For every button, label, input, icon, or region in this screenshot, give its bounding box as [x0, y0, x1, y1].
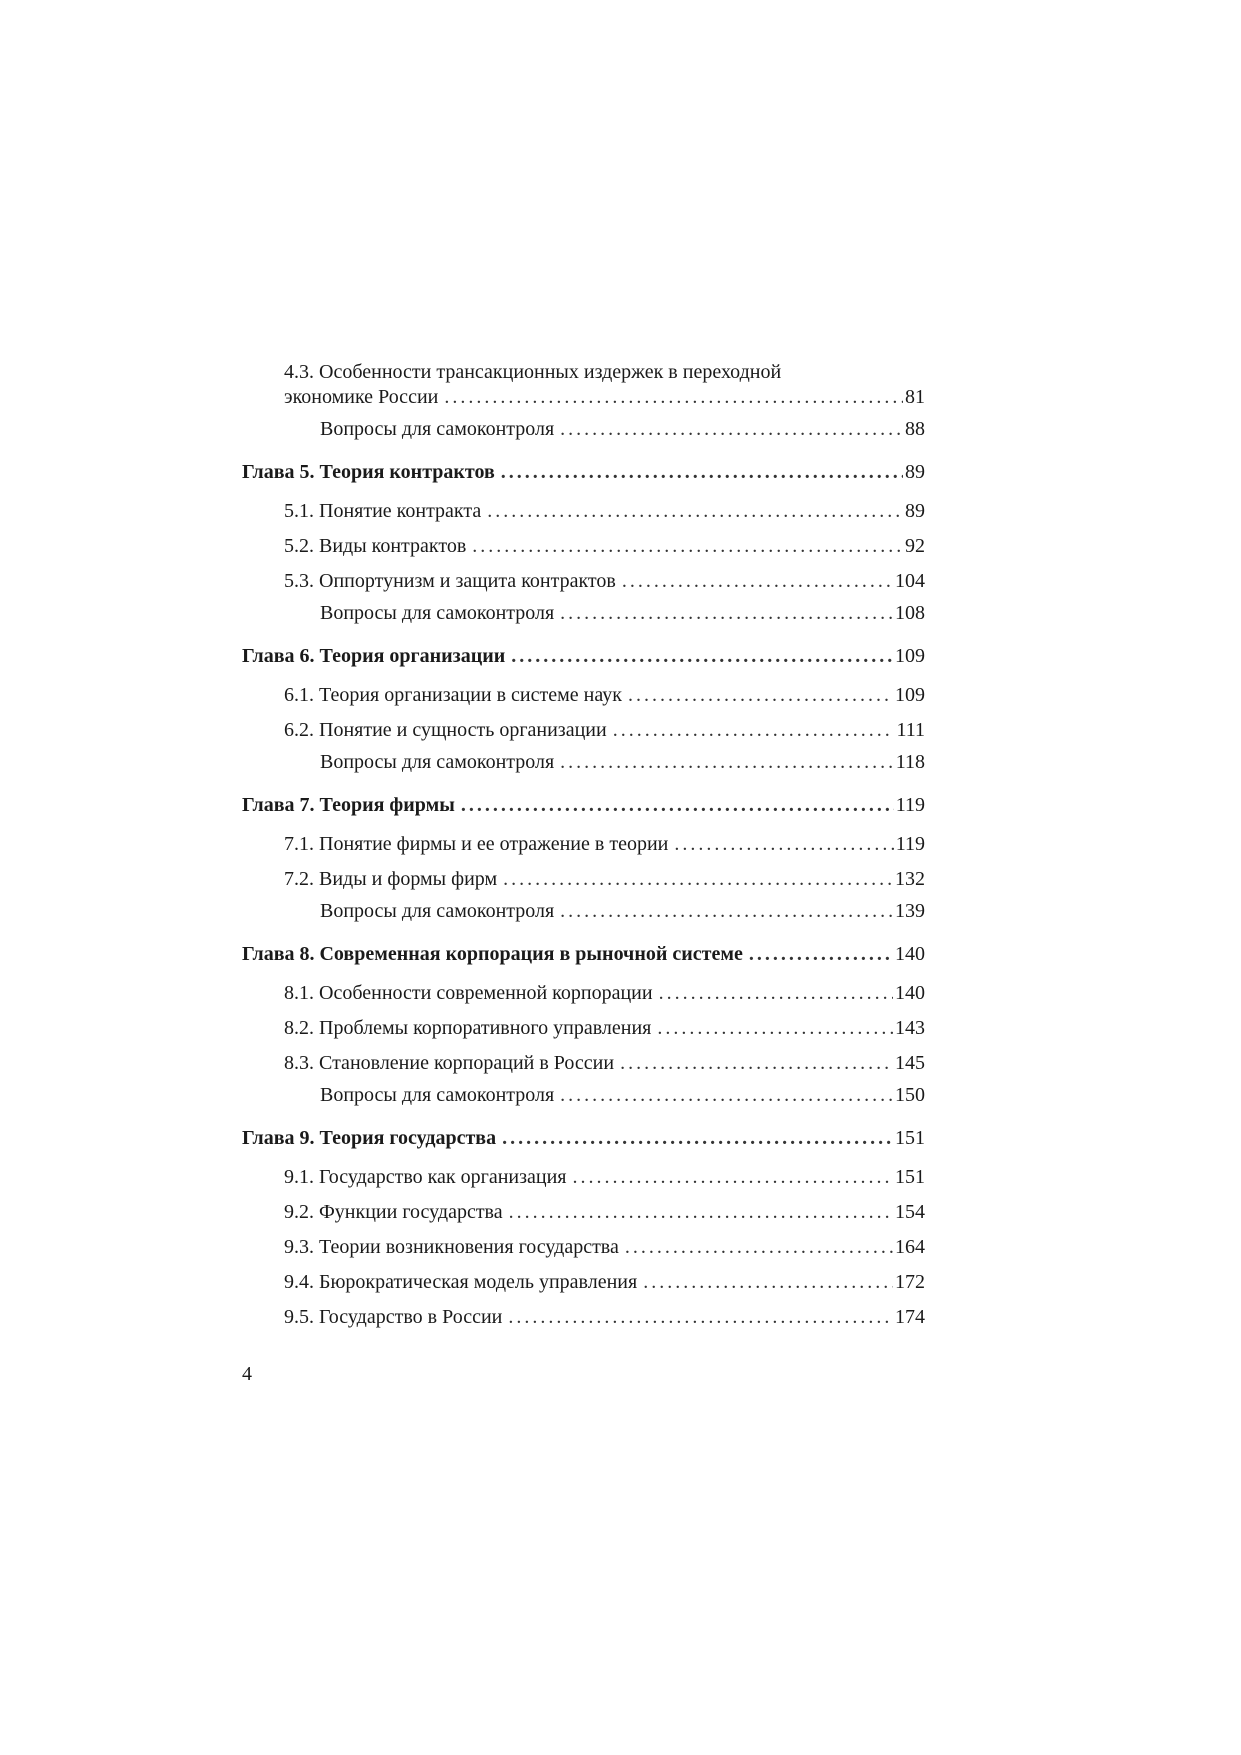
toc-chapter-title: Глава 8. Современная корпорация в рыночной системе — [242, 943, 743, 965]
toc-page-number: 89 — [905, 461, 925, 483]
toc-section-4-3-line1 — [242, 360, 925, 385]
leader-dots — [620, 1051, 893, 1076]
toc-questions-title: Вопросы для самоконтроля — [320, 418, 555, 440]
toc-page-number: 164 — [895, 1236, 925, 1258]
toc-page-number: 151 — [895, 1166, 925, 1188]
leader-dots — [749, 942, 893, 967]
toc-chapter-7[interactable] — [242, 793, 925, 818]
toc-questions-ch4[interactable] — [242, 417, 925, 442]
toc-section-8-3[interactable] — [242, 1051, 925, 1076]
leader-dots — [625, 1235, 893, 1260]
toc-section-title: 5.3. Оппортунизм и защита контрактов — [284, 570, 616, 592]
leader-dots — [573, 1165, 893, 1190]
toc-section-title: 8.2. Проблемы корпоративного управления — [284, 1017, 652, 1039]
toc-section-7-2[interactable] — [242, 867, 925, 892]
leader-dots — [560, 750, 894, 775]
toc-section-title: 5.1. Понятие контракта — [284, 500, 482, 522]
leader-dots — [503, 867, 893, 892]
toc-page-number: 174 — [895, 1306, 925, 1328]
page-number: 4 — [242, 1363, 252, 1385]
toc-section-9-2[interactable] — [242, 1200, 925, 1225]
toc-chapter-8[interactable] — [242, 942, 925, 967]
toc-section-4-3[interactable] — [242, 385, 925, 410]
toc-section-title: 9.3. Теории возникновения государства — [284, 1236, 619, 1258]
toc-page-number: 132 — [895, 868, 925, 890]
leader-dots — [674, 832, 893, 857]
toc-page-number: 150 — [895, 1084, 925, 1106]
leader-dots — [509, 1200, 893, 1225]
toc-section-title: 9.5. Государство в России — [284, 1306, 503, 1328]
toc-section-title: 5.2. Виды контрактов — [284, 535, 467, 557]
toc-chapter-title: Глава 5. Теория контрактов — [242, 461, 495, 483]
toc-section-title: 9.2. Функции государства — [284, 1201, 503, 1223]
toc-page-number: 108 — [895, 602, 925, 624]
leader-dots — [502, 1126, 893, 1151]
toc-page-number: 140 — [895, 982, 925, 1004]
toc-questions-title: Вопросы для самоконтроля — [320, 751, 555, 773]
leader-dots — [657, 1016, 893, 1041]
toc-section-9-1[interactable] — [242, 1165, 925, 1190]
toc-section-title: 7.1. Понятие фирмы и ее отражение в теории — [284, 833, 669, 855]
toc-page-number: 151 — [895, 1127, 925, 1149]
toc-section-9-3[interactable] — [242, 1235, 925, 1260]
toc-questions-ch7[interactable] — [242, 899, 925, 924]
leader-dots — [643, 1270, 893, 1295]
toc-section-7-1[interactable] — [242, 832, 925, 857]
toc-section-8-2[interactable] — [242, 1016, 925, 1041]
leader-dots — [560, 899, 893, 924]
toc-section-title: 9.1. Государство как организация — [284, 1166, 567, 1188]
toc-page-number: 109 — [895, 684, 925, 706]
toc-page-number: 119 — [895, 833, 925, 855]
toc-section-title: 7.2. Виды и формы фирм — [284, 868, 498, 890]
toc-chapter-title: Глава 7. Теория фирмы — [242, 794, 455, 816]
toc-page-number: 81 — [905, 386, 925, 408]
toc-section-title: 4.3. Особенности трансакционных издержек в переходной — [284, 361, 782, 383]
toc-page-number: 154 — [895, 1201, 925, 1223]
toc-section-title: 8.1. Особенности современной корпорации — [284, 982, 653, 1004]
leader-dots — [622, 569, 893, 594]
leader-dots — [613, 718, 895, 743]
toc-page-number: 143 — [895, 1017, 925, 1039]
toc-section-9-5[interactable] — [242, 1305, 925, 1330]
toc-page-number: 118 — [895, 751, 925, 773]
toc-chapter-6[interactable] — [242, 644, 925, 669]
toc-page-number: 109 — [895, 645, 925, 667]
toc-page-number: 111 — [896, 719, 925, 741]
leader-dots — [487, 499, 903, 524]
toc-page-number: 88 — [905, 418, 925, 440]
toc-chapter-9[interactable] — [242, 1126, 925, 1151]
toc-section-9-4[interactable] — [242, 1270, 925, 1295]
toc-chapter-title: Глава 9. Теория государства — [242, 1127, 497, 1149]
leader-dots — [461, 793, 894, 818]
toc-chapter-title: Глава 6. Теория организации — [242, 645, 506, 667]
toc-questions-title: Вопросы для самоконтроля — [320, 1084, 555, 1106]
toc-page-number: 145 — [895, 1052, 925, 1074]
toc-questions-ch8[interactable] — [242, 1083, 925, 1108]
toc-section-title: экономике России — [284, 386, 439, 408]
toc-questions-title: Вопросы для самоконтроля — [320, 900, 555, 922]
toc-page-number: 172 — [895, 1271, 925, 1293]
leader-dots — [501, 460, 903, 485]
toc-page-number: 139 — [895, 900, 925, 922]
toc-section-title: 9.4. Бюрократическая модель управления — [284, 1271, 638, 1293]
toc-section-title: 8.3. Становление корпораций в России — [284, 1052, 615, 1074]
toc-section-title: 6.2. Понятие и сущность организации — [284, 719, 607, 741]
toc-questions-title: Вопросы для самоконтроля — [320, 602, 555, 624]
toc-section-5-2[interactable] — [242, 534, 925, 559]
leader-dots — [628, 683, 893, 708]
toc-questions-ch5[interactable] — [242, 601, 925, 626]
leader-dots — [472, 534, 903, 559]
leader-dots — [560, 601, 893, 626]
toc-page-number: 140 — [895, 943, 925, 965]
toc-section-6-1[interactable] — [242, 683, 925, 708]
toc-section-5-3[interactable] — [242, 569, 925, 594]
toc-section-5-1[interactable] — [242, 499, 925, 524]
toc-section-6-2[interactable] — [242, 718, 925, 743]
toc-page-number: 89 — [905, 500, 925, 522]
toc-page-number: 104 — [895, 570, 925, 592]
toc-chapter-5[interactable] — [242, 460, 925, 485]
toc-section-8-1[interactable] — [242, 981, 925, 1006]
table-of-contents — [242, 360, 925, 1330]
leader-dots — [560, 417, 903, 442]
leader-dots — [560, 1083, 893, 1108]
toc-page-number: 92 — [905, 535, 925, 557]
toc-section-title: 6.1. Теория организации в системе наук — [284, 684, 622, 706]
toc-questions-ch6[interactable] — [242, 750, 925, 775]
toc-page-number: 119 — [895, 794, 925, 816]
leader-dots — [444, 385, 903, 410]
leader-dots — [511, 644, 893, 669]
leader-dots — [659, 981, 893, 1006]
leader-dots — [508, 1305, 893, 1330]
